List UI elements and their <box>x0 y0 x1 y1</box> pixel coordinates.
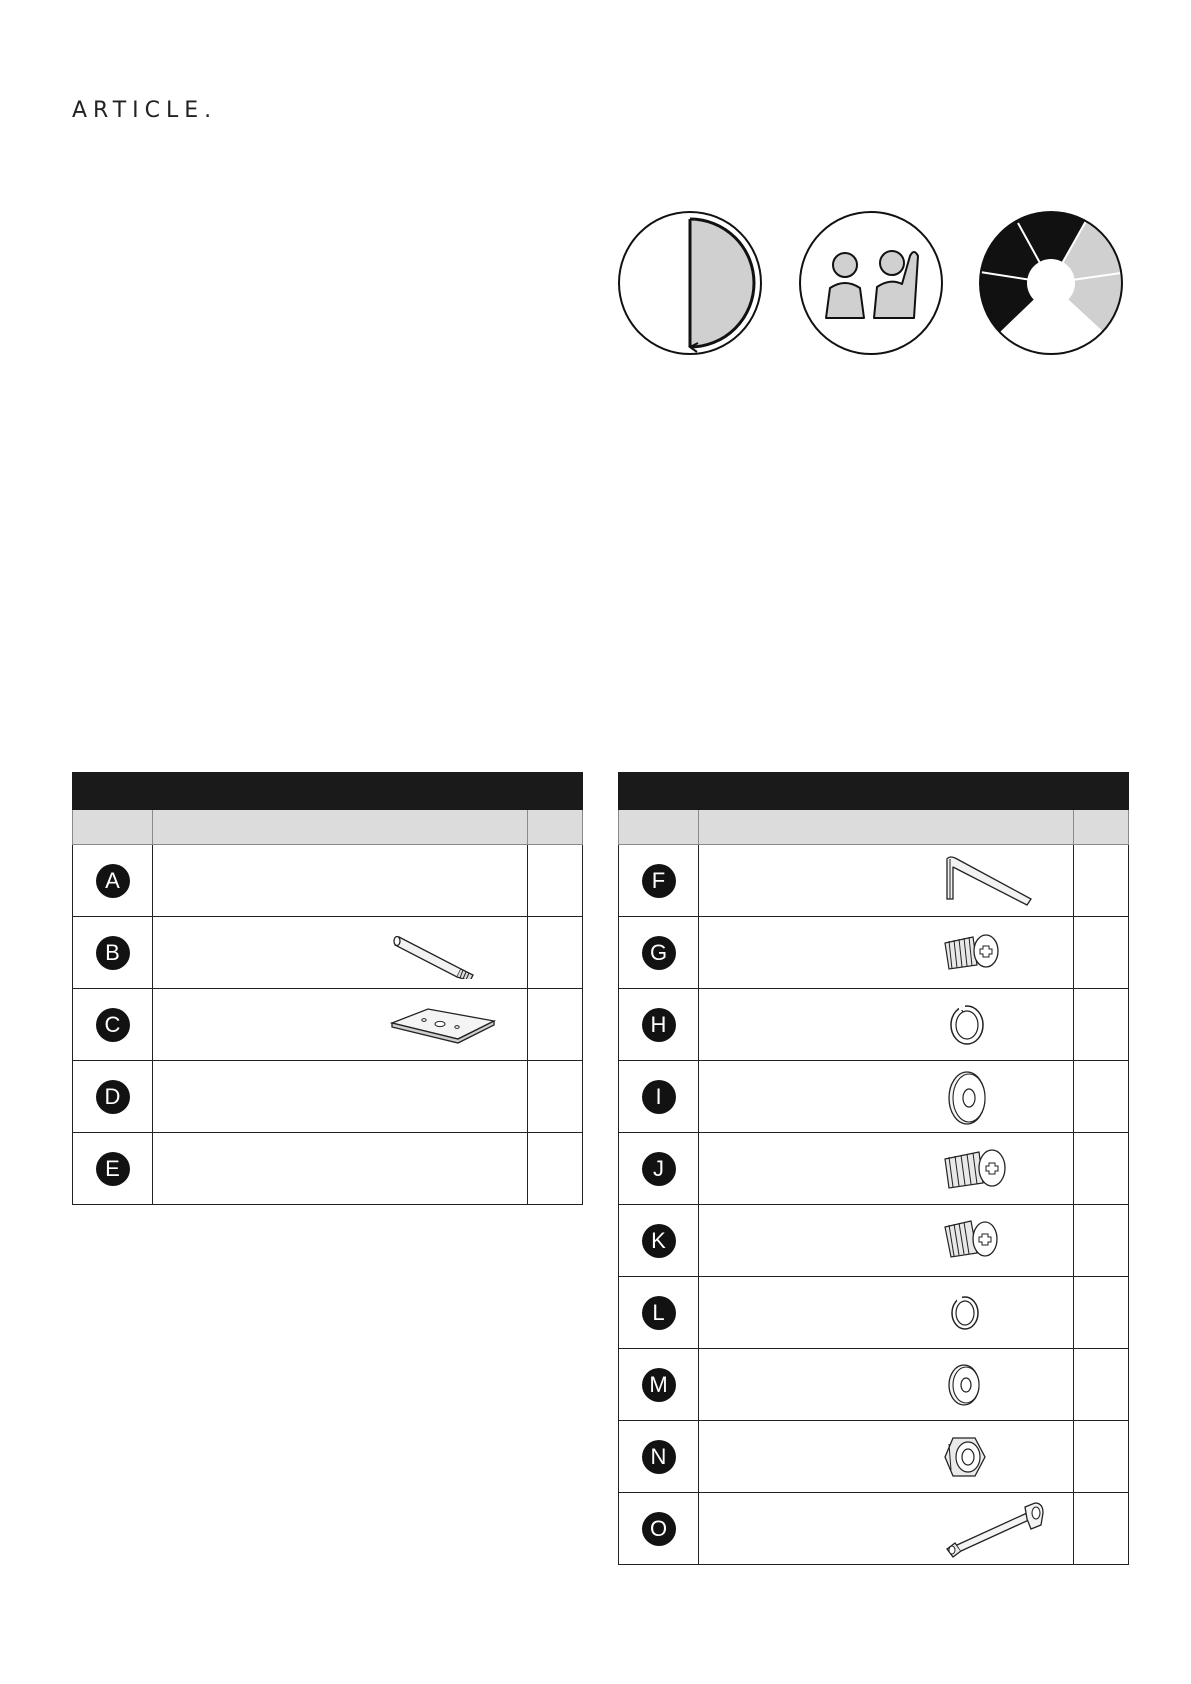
part-quantity <box>1074 1349 1129 1421</box>
split-washer-icon <box>944 1003 994 1047</box>
part-quantity <box>1074 989 1129 1061</box>
part-description <box>699 989 1074 1061</box>
bolt-icon <box>939 1143 1015 1195</box>
table-header <box>619 773 1129 810</box>
threaded-rod-icon <box>393 927 483 979</box>
part-description <box>699 1061 1074 1133</box>
part-letter-badge: O <box>642 1512 676 1546</box>
part-quantity <box>528 917 583 989</box>
part-quantity <box>528 1061 583 1133</box>
part-letter-badge: E <box>96 1152 130 1186</box>
part-quantity <box>528 989 583 1061</box>
part-description <box>153 989 528 1061</box>
split-washer-icon <box>946 1295 986 1331</box>
part-letter-badge: G <box>642 936 676 970</box>
table-row <box>619 1205 1129 1277</box>
part-letter-badge: N <box>642 1440 676 1474</box>
part-letter-badge: B <box>96 936 130 970</box>
part-letter-badge: C <box>96 1008 130 1042</box>
table-row <box>619 1061 1129 1133</box>
part-quantity <box>1074 1205 1129 1277</box>
part-description <box>699 1349 1074 1421</box>
part-quantity <box>1074 845 1129 917</box>
part-description <box>153 917 528 989</box>
table-row <box>619 845 1129 917</box>
table-row <box>619 917 1129 989</box>
bolt-icon <box>939 929 1009 977</box>
part-quantity <box>528 1133 583 1205</box>
part-description <box>699 1133 1074 1205</box>
table-row <box>619 1349 1129 1421</box>
part-description <box>153 1133 528 1205</box>
table-row <box>73 1133 583 1205</box>
socket-wrench-icon <box>939 1499 1054 1561</box>
part-description <box>699 1421 1074 1493</box>
table-subheader <box>73 810 583 845</box>
table-row <box>73 1061 583 1133</box>
part-quantity <box>1074 917 1129 989</box>
two-people-icon <box>800 212 942 354</box>
part-description <box>699 1205 1074 1277</box>
table-row <box>619 1133 1129 1205</box>
allen-key-icon <box>939 855 1039 911</box>
part-letter-badge: H <box>642 1008 676 1042</box>
part-quantity <box>528 845 583 917</box>
table-row <box>73 845 583 917</box>
mounting-plate-icon <box>388 1003 498 1051</box>
part-description <box>699 1277 1074 1349</box>
table-row <box>619 1493 1129 1565</box>
part-letter-badge: D <box>96 1080 130 1114</box>
brand-logo: ARTICLE. <box>72 98 218 123</box>
table-header <box>73 773 583 810</box>
assembly-info-icons <box>0 0 1191 400</box>
part-letter-badge: I <box>642 1080 676 1114</box>
part-letter-badge: J <box>642 1152 676 1186</box>
hardware-table-right <box>618 772 1129 1565</box>
part-letter-badge: K <box>642 1224 676 1258</box>
table-row <box>73 989 583 1061</box>
part-quantity <box>1074 1421 1129 1493</box>
table-row <box>73 917 583 989</box>
flat-washer-icon <box>939 1069 995 1127</box>
table-row <box>619 1277 1129 1349</box>
part-quantity <box>1074 1061 1129 1133</box>
part-description <box>153 845 528 917</box>
hex-nut-icon <box>941 1434 991 1480</box>
part-description <box>699 917 1074 989</box>
part-quantity <box>1074 1277 1129 1349</box>
part-quantity <box>1074 1493 1129 1565</box>
table-row <box>619 1421 1129 1493</box>
part-description <box>153 1061 528 1133</box>
part-letter-badge: F <box>642 864 676 898</box>
table-row <box>619 989 1129 1061</box>
bolt-icon <box>939 1215 1009 1267</box>
time-icon <box>619 212 761 354</box>
hardware-table-left <box>72 772 583 1205</box>
part-letter-badge: M <box>642 1368 676 1402</box>
difficulty-icon <box>980 212 1122 354</box>
part-description <box>699 1493 1074 1565</box>
part-description <box>699 845 1074 917</box>
table-subheader <box>619 810 1129 845</box>
flat-washer-icon <box>943 1362 987 1408</box>
part-quantity <box>1074 1133 1129 1205</box>
part-letter-badge: L <box>642 1296 676 1330</box>
part-letter-badge: A <box>96 864 130 898</box>
